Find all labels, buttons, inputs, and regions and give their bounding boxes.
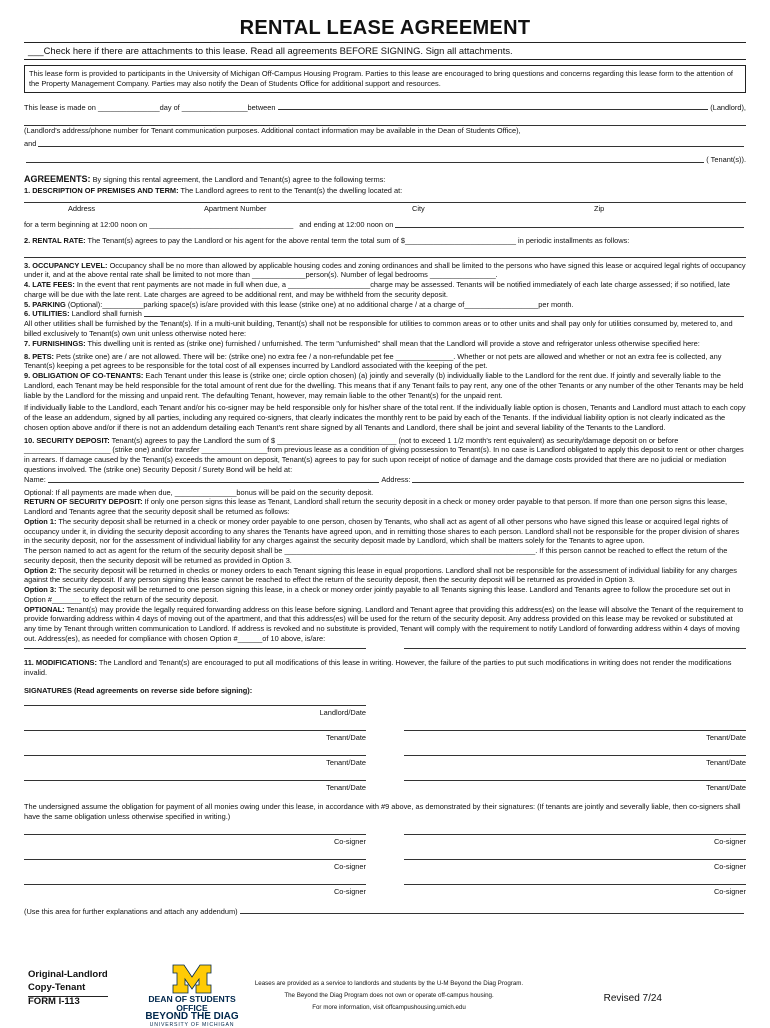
section-3-text: Occupancy shall be no more than allowed by applicable housing codes and zoning ordinances and shall be limited to the persons who have signed this lease or acquired legal rights of occupancy under it, and at the above rental rate shall be limited to not more than _____________person(s). Number of legal bedrooms ________________.	[24, 260, 746, 280]
address-label: Address	[68, 204, 96, 214]
cosigner-signature-5[interactable]	[24, 884, 366, 897]
document-title: RENTAL LEASE AGREEMENT	[239, 17, 531, 39]
term-start-text: for a term beginning at 12:00 noon on ___________________________________	[24, 220, 294, 230]
section-7-heading: 7. FURNISHINGS:	[24, 338, 86, 348]
section-4-heading: 4. LATE FEES:	[24, 280, 75, 290]
landlord-signature[interactable]	[24, 705, 366, 718]
option-3-heading: Option 3:	[24, 585, 57, 595]
landlord-label: (Landlord),	[710, 102, 746, 112]
section-6-heading: 6. UTILITIES:	[24, 309, 70, 319]
tenant-signature-row-2	[24, 743, 746, 768]
cosigner-label: Co-signer	[333, 886, 366, 896]
cosigner-signature-1[interactable]	[24, 834, 366, 847]
option-1-text: The security deposit shall be returned in a check or money order payable to one person, chosen by Tenants, who shall act as agent of all other persons who have signed this lease or acquired legal rights of occupancy under it, in dividing the security deposit according to any shares the Tenants have agreed upon, and in remitting those shares to each person. Landlord shall not be responsible for the proper division of shares in the security deposit, nor for the assessment of individual liability for any charges against the security deposit made by Landlord, which shall be matters solely for the Tenants to agree upon.	[24, 516, 740, 546]
tenant-name-field-2[interactable]	[26, 162, 704, 163]
signature-block	[24, 700, 746, 793]
tenant-date-label: Tenant/Date	[706, 758, 746, 768]
logo-line-2: BEYOND THE DIAG	[145, 1011, 239, 1023]
deposit-name-label: Name:	[24, 474, 46, 484]
agreements-intro	[24, 174, 746, 186]
footer-note-1: Leases are provided as a service to landlords and students by the U-M Beyond the Diag Program.	[254, 980, 524, 987]
deposit-address-label: Address:	[381, 474, 411, 484]
cosigner-signature-2[interactable]	[404, 834, 746, 847]
tenant-date-label: Tenant/Date	[326, 783, 366, 793]
section-1-heading: 1. DESCRIPTION OF PREMISES AND TERM:	[24, 185, 179, 195]
term-line	[24, 220, 746, 230]
intro-box: This lease form is provided to participants in the University of Michigan Off-Campus Housing Program. Parties to this lease are encouraged to bring questions and concerns regarding this lease form to the attention of the Property Management Company. Parties may also notify the Dean of Students Office for additional support and resources.	[24, 65, 746, 92]
tenant-signature-3[interactable]	[24, 755, 366, 768]
installments-field[interactable]	[24, 246, 746, 258]
premises-address-field[interactable]	[24, 195, 746, 203]
landlord-contact-note: (Landlord's address/phone number for Tenant communication purposes. Additional contact information may be available in the Dean of Students Office),	[24, 126, 521, 136]
tenant-signature-row-3	[24, 768, 746, 793]
option-1-heading: Option 1:	[24, 516, 57, 526]
addendum-note: (Use this area for further explanations and attach any addendum)	[24, 906, 238, 916]
section-2	[24, 236, 746, 246]
cosigner-label: Co-signer	[333, 861, 366, 871]
return-deposit-heading: RETURN OF SECURITY DEPOSIT:	[24, 497, 143, 507]
section-8	[24, 352, 746, 372]
return-deposit-text: If only one person signs this lease as Tenant, Landlord shall return the security deposit in a check or money order payable to that person. If more than one person signs this lease, Landlord and Tenants agree that the security deposit shall be returned as follows:	[24, 497, 728, 517]
landlord-address-field[interactable]	[24, 118, 746, 126]
section-6-text: Landlord shall furnish	[71, 309, 142, 319]
footer-note-2: The Beyond the Diag Program does not own or operate off-campus housing.	[284, 992, 494, 1000]
addendum-line	[24, 907, 746, 917]
cosigner-note: The undersigned assume the obligation for payment of all monies owing under this lease, in accordance with #9 above, as demonstrated by their signatures: (If tenants are jointly and severally liable, then co-signers shall have the same obligation unless otherwise specified in writing.)	[24, 802, 741, 821]
block-m-icon	[172, 964, 212, 994]
section-9	[24, 371, 746, 400]
section-1-text: The Landlord agrees to rent to the Tenant(s) the dwelling located at:	[180, 185, 403, 195]
section-5	[24, 300, 746, 310]
section-6-text-2: All other utilities shall be furnished by the Tenant(s). If in a multi-unit building, Tenant(s) shall not be responsible for utilities to common areas or to other units and shall pay only for utilities consumed by, metered to, and billed exclusively to Tenant(s) own unit unless otherwise noted here:	[24, 319, 733, 339]
cosigner-label: Co-signer	[713, 886, 746, 896]
tenant-name-field-1[interactable]	[38, 146, 744, 147]
dean-of-students-logo	[136, 964, 248, 1028]
cosigner-signature-3[interactable]	[24, 859, 366, 872]
optional-heading: OPTIONAL:	[24, 604, 65, 614]
cosigner-row-1	[24, 822, 746, 847]
forwarding-address-field-2[interactable]	[404, 648, 746, 649]
section-7-text: This dwelling unit is rented as (strike one) furnished / unfurnished. The term "unfurnished" shall mean that the Landlord will provide a stove and refrigerator unless otherwise specified here:	[87, 338, 700, 348]
option-2	[24, 566, 746, 586]
form-number: FORM I-113	[28, 996, 80, 1007]
section-3-heading: 3. OCCUPANCY LEVEL:	[24, 260, 108, 270]
tenant-signature-6[interactable]	[404, 780, 746, 793]
section-11-heading: 11. MODIFICATIONS:	[24, 657, 97, 667]
cosigner-signature-6[interactable]	[404, 884, 746, 897]
forwarding-address-field-1[interactable]	[24, 648, 366, 649]
deposit-name-field[interactable]	[48, 482, 380, 483]
tenant-date-label: Tenant/Date	[326, 758, 366, 768]
addendum-field[interactable]	[240, 913, 744, 914]
landlord-date-label: Landlord/Date	[319, 708, 366, 718]
term-end-text: and ending at 12:00 noon on	[299, 220, 394, 230]
section-7	[24, 339, 746, 349]
optional-text: Tenant(s) may provide the legally required forwarding address on this lease before signing. Landlord and Tenant agree that providing this address(es) on the lease will absolve the Tenant of the requirement to provide forwarding address within 4 days of moving out of the apartment, and that this address(es) will be used for the return of the security deposit. Any address provided on this lease may be revoked or substituted at any time by Tenant through written communication to Landlord. If address is revoked and no substitute is provided, Tenant will comply with the requirement to notify Landlord of forwarding address within 4 days of moving out. Address(es), as needed for compliance with chosen Option #______of 10 above, is/are:	[24, 604, 744, 643]
footer	[24, 964, 746, 1028]
signatures-heading: SIGNATURES (Read agreements on reverse side before signing):	[24, 686, 253, 696]
section-10-text: Tenant(s) agrees to pay the Landlord the sum of $ _____________________________ (not to exceed 1 1/2 month's rent equivalent) as security/damage deposit on or before _____________________ (strike one) and/or transfer ________________from previous lease as a condition of giving possession to Tenant(s). In no case is Landlord obligated to apply this deposit to rent or other charges in arrears. If damage caused by the Tenant(s) exceeds the amount on deposit, Tenant(s) agrees to pay for such upon receipt of notice of damage and the damage costs provided that there are no judicial or mediation questions involved. The (strike one) Security Deposit / Surety Bond will be held at:	[24, 435, 744, 474]
section-10	[24, 436, 746, 475]
section-9-text: Each Tenant under this lease is (strike one; circle option chosen) (a) jointly and severally (b) individually liable to the Landlord for the rent due. If jointly and severally liable to the Landlord, each Tenant may be held responsible for the total amount of rent due for the dwelling. This means that if any Tenant fails to pay rent, any one of the other Tenants or any number of the other Tenants may be held liable by the Landlord for the missing and unpaid rent. The defaulting Tenant, however, may remain liable to the other Tenant(s) for the unpaid rent.	[24, 371, 744, 400]
cosigner-signature-4[interactable]	[404, 859, 746, 872]
tenant-date-label: Tenant/Date	[706, 733, 746, 743]
logo-line-3: UNIVERSITY OF MICHIGAN	[149, 1022, 235, 1028]
zip-label: Zip	[594, 204, 605, 214]
return-deposit	[24, 497, 746, 517]
section-9-text-2: If individually liable to the Landlord, each Tenant and/or his co-signer may be held responsible only for his/her share of the total rent. If the individually liable option is chosen, Tenants and Landlord must attach to each copy of the lease an addendum, signed by all parties, including any required co-signers, that clearly indicates the monthly rent to be paid by each of the Tenants. If the individual liability option is not clearly indicated as the chosen option above and/or if there is not an addendum detailing each Tenant's rent share signed by all Tenants and Landlord, there shall be joint and several liability of the Tenants to the Landlord.	[24, 403, 746, 432]
section-2-heading: 2. RENTAL RATE:	[24, 235, 86, 245]
term-end-field[interactable]	[395, 227, 744, 228]
tenant-signature-4[interactable]	[404, 755, 746, 768]
section-11-text: The Landlord and Tenant(s) are encouraged to put all modifications of this lease in writing. However, the failure of the parties to put such modifications in writing does not render the modifications invalid.	[24, 657, 732, 677]
option-2-heading: Option 2:	[24, 565, 57, 575]
footer-note-3: For more information, visit offcampushousing.umich.edu	[312, 1004, 466, 1012]
apartment-number-label: Apartment Number	[204, 204, 267, 214]
tenants-label: ( Tenant(s)).	[706, 154, 746, 164]
section-8-text: Pets (strike one) are / are not allowed. There will be: (strike one) no extra fee / a non-refundable pet fee ______________. Whether or not pets are allowed and whether or not an extra fee is collected, any Tenant(s) keeping a pet agrees to be responsible for the total cost of all expenses incurred by Landlord associated with the keeping of the pet.	[24, 351, 722, 371]
section-11	[24, 658, 746, 678]
deposit-optional-bonus: Optional: If all payments are made when due, _______________bonus will be paid on the security deposit.	[24, 487, 374, 497]
tenant-signature-5[interactable]	[24, 780, 366, 793]
section-3	[24, 261, 746, 281]
and-line	[24, 139, 746, 149]
section-5-text: (Optional):__________parking space(s) is/are provided with this lease (strike one) at no additional charge / at a charge of__________________per month.	[67, 299, 574, 309]
cosigner-row-2	[24, 847, 746, 872]
lease-made-on-text: This lease is made on _______________day of ________________between	[24, 102, 276, 112]
city-label: City	[412, 204, 425, 214]
lease-made-line	[24, 103, 746, 113]
copy-distribution	[28, 968, 108, 997]
section-1	[24, 186, 746, 196]
tenant-signature-2[interactable]	[404, 730, 746, 743]
section-5-heading: 5. PARKING	[24, 299, 66, 309]
section-4-text: In the event that rent payments are not made in full when due, a ____________________charge may be assessed. Tenants will be notified immediately of each late charge assessed; if so notified, late charge will be due with the late rent. Late charges are agreed to be additional rent, and may be withheld from the security deposit.	[24, 280, 730, 299]
cosigner-label: Co-signer	[713, 861, 746, 871]
agreements-heading: AGREEMENTS:	[24, 173, 91, 184]
section-9-heading: 9. OBLIGATION OF CO-TENANTS:	[24, 371, 144, 381]
agreements-heading-text: By signing this rental agreement, the Landlord and Tenant(s) agree to the following terms:	[92, 174, 386, 184]
section-4	[24, 280, 746, 300]
and-text: and	[24, 139, 37, 149]
cosigner-block	[24, 822, 746, 897]
option-3	[24, 585, 746, 605]
copy-tenant-label: Copy-Tenant	[28, 981, 108, 996]
option-2-text: The security deposit will be returned in checks or money orders to each Tenant signing this lease in equal proportions. Landlord shall not be responsible for the assessment of individual liability for any charges against the security deposit. If any person signing this lease cannot be reached to effect the return of the security deposit, then the security deposit will be returned as provided in Option 3.	[24, 565, 737, 585]
cosigner-label: Co-signer	[333, 836, 366, 846]
deposit-holder-line	[24, 475, 746, 485]
deposit-address-field[interactable]	[412, 482, 744, 483]
landlord-name-field[interactable]	[278, 109, 709, 110]
footer-notes	[238, 978, 540, 1014]
cosigner-row-3	[24, 872, 746, 897]
tenants-line	[24, 155, 746, 165]
optional-forwarding	[24, 605, 746, 644]
revised-date: Revised 7/24	[603, 993, 662, 1004]
copy-landlord-label: Original-Landlord	[28, 969, 108, 980]
section-10-heading: 10. SECURITY DEPOSIT:	[24, 435, 110, 445]
section-2-text: The Tenant(s) agrees to pay the Landlord or his agent for the above rental term the total sum of $___________________________ in periodic installments as follows:	[87, 235, 630, 245]
tenant-date-label: Tenant/Date	[326, 733, 366, 743]
landlord-signature-row	[24, 700, 746, 718]
tenant-date-label: Tenant/Date	[706, 783, 746, 793]
logo-line-1: DEAN OF STUDENTS OFFICE	[148, 994, 236, 1013]
address-labels	[24, 204, 746, 214]
utilities-field[interactable]	[144, 316, 744, 317]
option-1-text-2: The person named to act as agent for the return of the security deposit shall be _____________________________________________________________. If this person cannot be reached to effect the return of the security deposit, then the security deposit will be returned as provided in Option 3.	[24, 546, 728, 565]
option-1	[24, 517, 746, 546]
section-6-line	[24, 309, 746, 319]
attachments-check-line: ___Check here if there are attachments to this lease. Read all agreements BEFORE SIGNING. Sign all attachments.	[24, 42, 746, 60]
option-3-text: The security deposit will be returned to one person signing this lease, in a check or money order jointly payable to all Tenants signing this lease. Landlord and Tenants agree to follow the procedure set out in Option #_______ to effect the return of the security deposit.	[24, 585, 731, 604]
cosigner-label: Co-signer	[713, 836, 746, 846]
section-8-heading: 8. PETS:	[24, 351, 54, 361]
tenant-signature-1[interactable]	[24, 730, 366, 743]
tenant-signature-row-1	[24, 718, 746, 743]
